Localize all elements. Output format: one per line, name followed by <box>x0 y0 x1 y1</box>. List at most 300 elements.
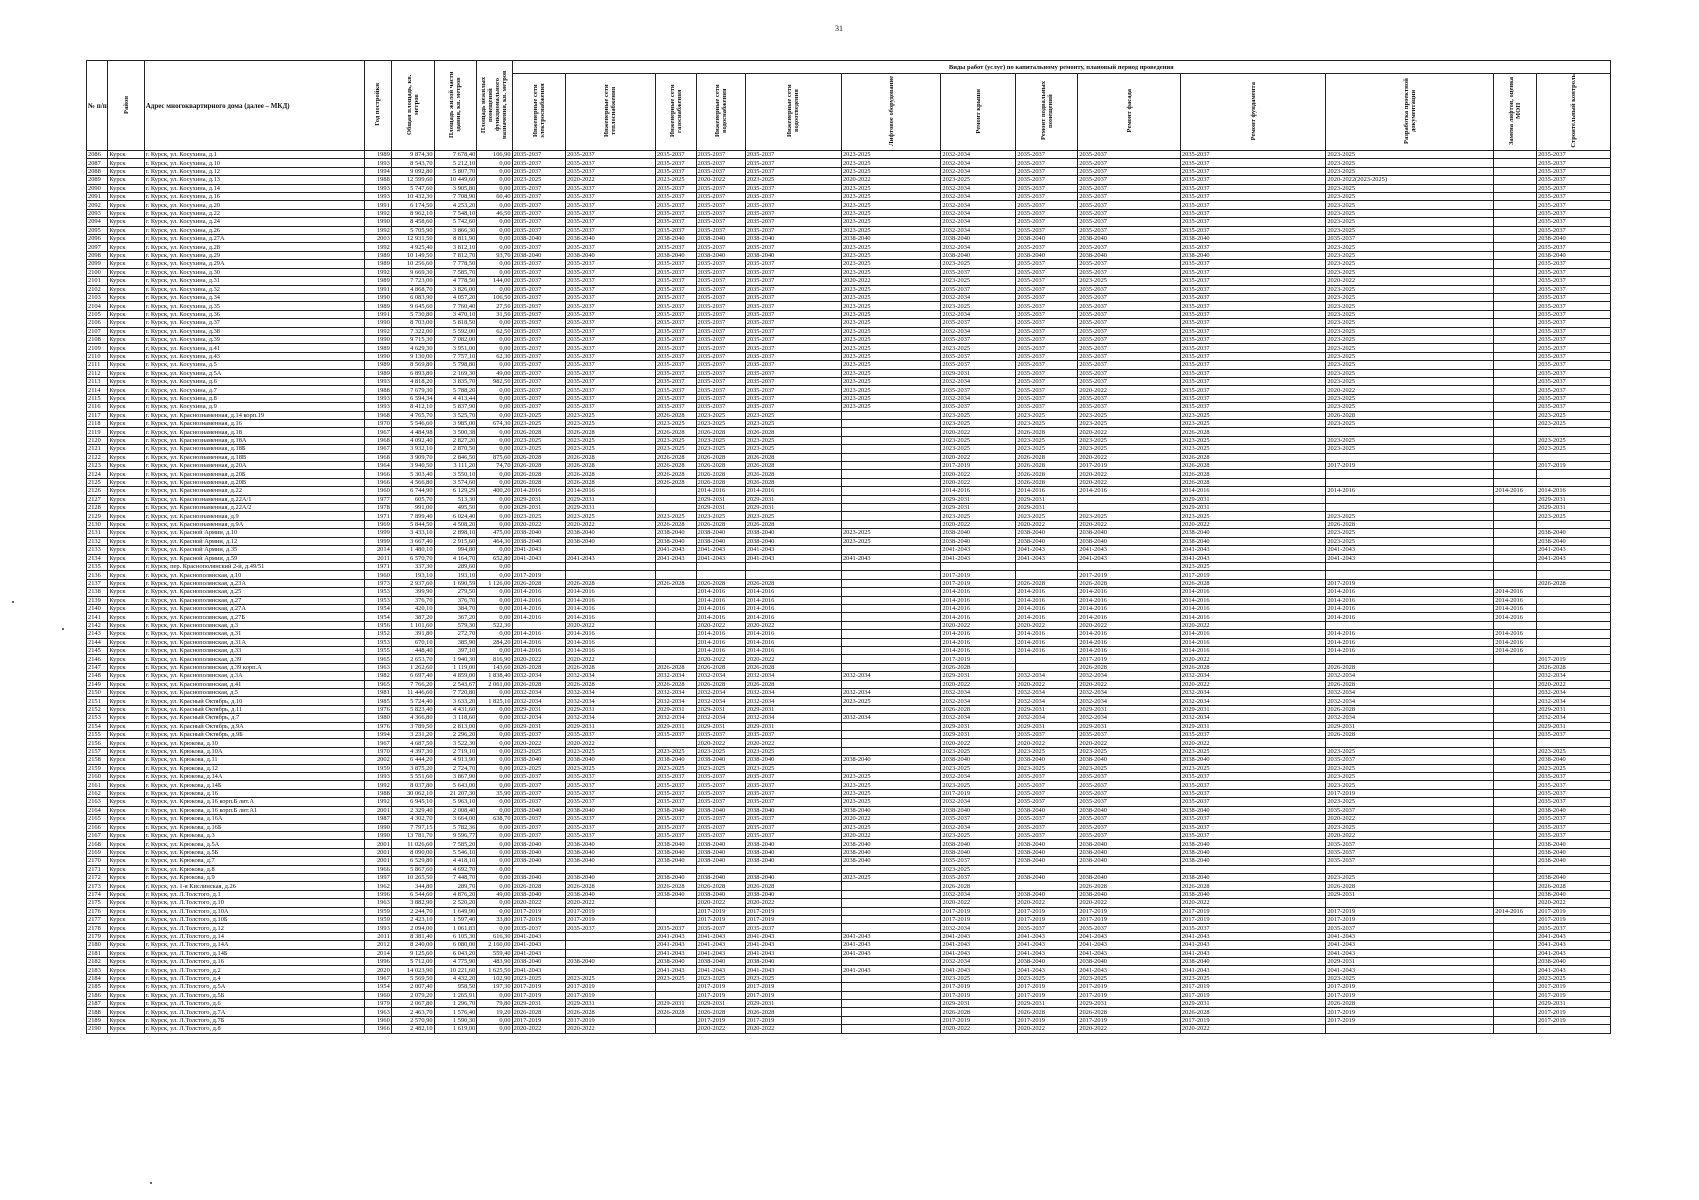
cell-work-period: 2026-2028 <box>1078 1008 1181 1016</box>
cell-work-period <box>1326 562 1494 570</box>
table-row <box>87 562 1611 570</box>
cell-work-period: 2026-2028 <box>696 663 745 671</box>
cell-work-period: 2035-2037 <box>566 167 656 175</box>
cell-work-period: 2041-2043 <box>512 949 565 957</box>
cell-work-period: 2035-2037 <box>566 394 656 402</box>
cell-living-area: 1 690,59 <box>434 579 477 587</box>
cell-num: 2133 <box>87 546 108 554</box>
cell-total-area: 3 667,40 <box>391 537 434 545</box>
cell-work-period: 2038-2040 <box>1078 251 1181 259</box>
cell-address: г. Курск, ул. Краснознаменная, д.20А <box>144 462 364 470</box>
cell-work-period <box>841 1000 940 1008</box>
cell-work-period: 2035-2037 <box>1180 823 1325 831</box>
header-work-type: Ремонт фундамента <box>1180 74 1325 151</box>
cell-work-period: 2035-2037 <box>655 218 696 226</box>
cell-year: 1993 <box>365 377 392 385</box>
cell-work-period: 2035-2037 <box>1078 924 1181 932</box>
cell-work-period: 2026-2028 <box>696 882 745 890</box>
table-row <box>87 773 1611 781</box>
cell-year: 1970 <box>365 420 392 428</box>
cell-num: 2185 <box>87 983 108 991</box>
table-row <box>87 907 1611 915</box>
cell-living-area: 3 525,70 <box>434 411 477 419</box>
cell-year: 1959 <box>365 764 392 772</box>
cell-district: Курск <box>108 789 144 797</box>
cell-total-area: 3 433,10 <box>391 529 434 537</box>
cell-num: 2091 <box>87 193 108 201</box>
cell-total-area: 5 844,50 <box>391 520 434 528</box>
cell-work-period: 2035-2037 <box>566 831 656 839</box>
cell-work-period: 2023-2025 <box>1326 436 1494 444</box>
cell-work-period: 2035-2037 <box>512 151 565 159</box>
cell-work-period: 2014-2016 <box>1494 646 1537 654</box>
cell-work-period: 2038-2040 <box>566 529 656 537</box>
table-row <box>87 689 1611 697</box>
cell-work-period: 2029-2031 <box>512 722 565 730</box>
cell-work-period: 2017-2019 <box>512 991 565 999</box>
cell-work-period <box>655 495 696 503</box>
cell-work-period: 2032-2034 <box>1180 697 1325 705</box>
cell-num: 2166 <box>87 823 108 831</box>
cell-nonliving-area: 0,00 <box>477 520 512 528</box>
cell-district: Курск <box>108 184 144 192</box>
cell-work-period: 2014-2016 <box>1494 638 1537 646</box>
cell-work-period <box>1494 1025 1537 1033</box>
cell-address: г. Курск, ул. Красный Октябрь, д.9Б <box>144 731 364 739</box>
cell-address: г. Курск, ул. Косухина, д.41 <box>144 344 364 352</box>
cell-address: г. Курск, ул. Крюкова, д.5А <box>144 840 364 848</box>
cell-living-area: 6 105,30 <box>434 932 477 940</box>
cell-address: г. Курск, ул. Красной Армии, д.12 <box>144 537 364 545</box>
cell-year: 1971 <box>365 562 392 570</box>
cell-work-period: 2014-2016 <box>696 646 745 654</box>
cell-living-area: 2 898,10 <box>434 529 477 537</box>
cell-work-period: 2035-2037 <box>1078 268 1181 276</box>
cell-work-period: 2023-2025 <box>1326 310 1494 318</box>
cell-address: г. Курск, ул. Косухина, д.28 <box>144 243 364 251</box>
cell-work-period <box>745 562 841 570</box>
cell-work-period <box>1494 806 1537 814</box>
cell-num: 2103 <box>87 293 108 301</box>
cell-total-area: 2 423,10 <box>391 915 434 923</box>
cell-work-period <box>1326 504 1494 512</box>
cell-work-period <box>1494 798 1537 806</box>
cell-work-period: 2023-2025 <box>512 411 565 419</box>
cell-nonliving-area: 400,20 <box>477 487 512 495</box>
cell-work-period: 2014-2016 <box>1180 630 1325 638</box>
cell-work-period: 2020-2022 <box>1078 1025 1181 1033</box>
cell-work-period: 2032-2034 <box>745 697 841 705</box>
cell-work-period: 2041-2043 <box>696 932 745 940</box>
cell-nonliving-area: 0,00 <box>477 319 512 327</box>
cell-work-period: 2023-2025 <box>841 529 940 537</box>
cell-work-period: 2023-2025 <box>1537 747 1611 755</box>
cell-work-period: 2035-2037 <box>512 823 565 831</box>
cell-work-period: 2038-2040 <box>1180 857 1325 865</box>
cell-work-period: 2035-2037 <box>655 293 696 301</box>
cell-work-period: 2035-2037 <box>512 815 565 823</box>
cell-work-period: 2035-2037 <box>566 151 656 159</box>
cell-work-period: 2023-2025 <box>1016 445 1078 453</box>
cell-work-period: 2029-2031 <box>512 1000 565 1008</box>
cell-living-area: 2 008,40 <box>434 806 477 814</box>
cell-district: Курск <box>108 226 144 234</box>
cell-work-period <box>841 621 940 629</box>
page-number: 31 <box>835 24 843 33</box>
cell-work-period <box>841 1008 940 1016</box>
cell-work-period: 2023-2025 <box>566 764 656 772</box>
cell-address: г. Курск, ул. Краснополянская, д.10 <box>144 571 364 579</box>
cell-work-period: 2035-2037 <box>655 285 696 293</box>
cell-work-period: 2035-2037 <box>1537 394 1611 402</box>
cell-work-period: 2020-2022 <box>1180 739 1325 747</box>
cell-work-period: 2035-2037 <box>1016 226 1078 234</box>
cell-nonliving-area: 0,00 <box>477 394 512 402</box>
cell-work-period: 2035-2037 <box>1078 327 1181 335</box>
cell-work-period: 2020-2022 <box>1078 899 1181 907</box>
cell-year: 1989 <box>365 302 392 310</box>
cell-district: Курск <box>108 403 144 411</box>
table-row <box>87 932 1611 940</box>
cell-work-period: 2020-2022 <box>566 899 656 907</box>
cell-year: 1989 <box>365 344 392 352</box>
cell-work-period: 2038-2040 <box>512 756 565 764</box>
cell-year: 1992 <box>365 243 392 251</box>
cell-work-period: 2026-2028 <box>745 882 841 890</box>
cell-total-area: 6 444,20 <box>391 756 434 764</box>
cell-work-period: 2038-2040 <box>1078 840 1181 848</box>
cell-living-area: 193,10 <box>434 571 477 579</box>
cell-district: Курск <box>108 411 144 419</box>
cell-district: Курск <box>108 344 144 352</box>
cell-total-area: 2 482,10 <box>391 1025 434 1033</box>
cell-work-period: 2035-2037 <box>512 310 565 318</box>
cell-work-period: 2020-2022 <box>1016 1025 1078 1033</box>
cell-work-period: 2041-2043 <box>745 546 841 554</box>
cell-district: Курск <box>108 579 144 587</box>
cell-nonliving-area: 522,30 <box>477 621 512 629</box>
cell-work-period <box>1494 151 1537 159</box>
cell-nonliving-area: 144,00 <box>477 277 512 285</box>
cell-work-period: 2023-2025 <box>1078 277 1181 285</box>
table-row <box>87 428 1611 436</box>
cell-work-period: 2023-2025 <box>841 352 940 360</box>
cell-total-area: 4 566,80 <box>391 478 434 486</box>
table-row <box>87 151 1611 159</box>
cell-work-period: 2023-2025 <box>841 823 940 831</box>
cell-work-period <box>1494 823 1537 831</box>
cell-work-period: 2023-2025 <box>1326 798 1494 806</box>
cell-work-period: 2029-2031 <box>941 672 1016 680</box>
cell-living-area: 5 643,00 <box>434 781 477 789</box>
cell-work-period: 2041-2043 <box>696 546 745 554</box>
cell-work-period: 2035-2037 <box>1016 798 1078 806</box>
cell-total-area: 5 724,40 <box>391 697 434 705</box>
cell-work-period: 2035-2037 <box>745 924 841 932</box>
cell-work-period: 2041-2043 <box>1078 546 1181 554</box>
cell-work-period <box>1494 958 1537 966</box>
cell-work-period: 2035-2037 <box>1016 344 1078 352</box>
cell-nonliving-area: 0,00 <box>477 840 512 848</box>
cell-district: Курск <box>108 907 144 915</box>
cell-work-period: 2038-2040 <box>566 806 656 814</box>
cell-district: Курск <box>108 731 144 739</box>
cell-work-period: 2014-2016 <box>512 638 565 646</box>
cell-year: 2001 <box>365 857 392 865</box>
cell-num: 2182 <box>87 958 108 966</box>
cell-year: 1991 <box>365 201 392 209</box>
cell-total-area: 6 945,10 <box>391 798 434 806</box>
cell-work-period: 2020-2022 <box>1078 386 1181 394</box>
cell-living-area: 3 905,80 <box>434 184 477 192</box>
cell-work-period: 2038-2040 <box>1537 537 1611 545</box>
cell-address: г. Курск, ул. Краснознаменная, д.9А <box>144 520 364 528</box>
cell-work-period: 2014-2016 <box>1180 487 1325 495</box>
cell-nonliving-area: 0,00 <box>477 411 512 419</box>
cell-num: 2171 <box>87 865 108 873</box>
cell-work-period: 2038-2040 <box>1016 857 1078 865</box>
cell-work-period <box>1537 470 1611 478</box>
cell-work-period: 2026-2028 <box>941 663 1016 671</box>
cell-work-period: 2014-2016 <box>1016 638 1078 646</box>
cell-work-period: 2020-2022 <box>512 739 565 747</box>
cell-num: 2147 <box>87 663 108 671</box>
cell-district: Курск <box>108 453 144 461</box>
cell-work-period: 2029-2031 <box>1326 958 1494 966</box>
scan-dot <box>150 1182 152 1184</box>
cell-work-period: 2035-2037 <box>1537 151 1611 159</box>
cell-work-period: 2026-2028 <box>512 453 565 461</box>
cell-work-period: 2017-2019 <box>941 462 1016 470</box>
cell-work-period <box>1494 722 1537 730</box>
cell-work-period: 2035-2037 <box>1326 924 1494 932</box>
cell-work-period: 2035-2037 <box>1078 823 1181 831</box>
cell-work-period: 2026-2028 <box>1180 470 1325 478</box>
cell-work-period: 2035-2037 <box>655 243 696 251</box>
cell-work-period <box>1537 478 1611 486</box>
cell-work-period: 2029-2031 <box>1078 722 1181 730</box>
cell-num: 2139 <box>87 596 108 604</box>
cell-num: 2160 <box>87 773 108 781</box>
cell-work-period: 2035-2037 <box>655 831 696 839</box>
cell-district: Курск <box>108 949 144 957</box>
cell-work-period: 2023-2025 <box>1326 773 1494 781</box>
cell-nonliving-area: 816,90 <box>477 655 512 663</box>
table-row <box>87 260 1611 268</box>
cell-work-period: 2035-2037 <box>1078 352 1181 360</box>
cell-work-period: 2035-2037 <box>1016 327 1078 335</box>
table-row <box>87 857 1611 865</box>
cell-living-area: 2 520,20 <box>434 899 477 907</box>
cell-address: г. Курск, ул. Косухина, д.26 <box>144 226 364 234</box>
cell-work-period: 2029-2031 <box>655 705 696 713</box>
cell-year: 2011 <box>365 554 392 562</box>
cell-work-period: 2032-2034 <box>696 672 745 680</box>
cell-work-period: 2035-2037 <box>1326 756 1494 764</box>
cell-year: 1980 <box>365 714 392 722</box>
cell-work-period: 2023-2025 <box>1326 243 1494 251</box>
cell-work-period: 2017-2019 <box>1326 907 1494 915</box>
table-row <box>87 201 1611 209</box>
cell-work-period: 2023-2025 <box>745 445 841 453</box>
cell-work-period: 2038-2040 <box>566 857 656 865</box>
cell-work-period: 2017-2019 <box>1537 655 1611 663</box>
cell-work-period: 2029-2031 <box>941 1000 1016 1008</box>
cell-work-period: 2035-2037 <box>1537 831 1611 839</box>
cell-district: Курск <box>108 823 144 831</box>
cell-district: Курск <box>108 167 144 175</box>
cell-work-period: 2023-2025 <box>1326 335 1494 343</box>
cell-work-period: 2041-2043 <box>1326 949 1494 957</box>
cell-work-period: 2032-2034 <box>841 672 940 680</box>
cell-work-period: 2014-2016 <box>1494 596 1537 604</box>
cell-work-period: 2035-2037 <box>1078 335 1181 343</box>
cell-work-period: 2023-2025 <box>1326 167 1494 175</box>
cell-work-period <box>655 621 696 629</box>
cell-work-period: 2029-2031 <box>1016 1000 1078 1008</box>
cell-living-area: 2 813,00 <box>434 722 477 730</box>
cell-work-period <box>1494 260 1537 268</box>
cell-work-period: 2038-2040 <box>696 848 745 856</box>
cell-work-period: 2038-2040 <box>696 873 745 881</box>
cell-work-period: 2026-2028 <box>1078 882 1181 890</box>
cell-living-area: 579,30 <box>434 621 477 629</box>
cell-work-period <box>566 865 656 873</box>
cell-total-area: 3 231,20 <box>391 731 434 739</box>
cell-work-period <box>841 907 940 915</box>
cell-work-period: 2038-2040 <box>1537 857 1611 865</box>
cell-work-period: 2023-2025 <box>696 420 745 428</box>
cell-total-area: 8 543,70 <box>391 159 434 167</box>
cell-work-period: 2035-2037 <box>1326 848 1494 856</box>
cell-total-area: 5 569,50 <box>391 974 434 982</box>
cell-district: Курск <box>108 655 144 663</box>
cell-work-period: 2029-2031 <box>941 731 1016 739</box>
cell-work-period: 2014-2016 <box>696 604 745 612</box>
cell-work-period: 2017-2019 <box>566 1016 656 1024</box>
cell-work-period: 2017-2019 <box>1326 462 1494 470</box>
cell-address: г. Курск, ул. Краснознаменная, д.18В <box>144 453 364 461</box>
cell-work-period: 2035-2037 <box>1016 815 1078 823</box>
cell-work-period: 2035-2037 <box>745 193 841 201</box>
cell-work-period: 2017-2019 <box>1016 991 1078 999</box>
cell-year: 1977 <box>365 495 392 503</box>
cell-work-period: 2029-2031 <box>745 1000 841 1008</box>
cell-district: Курск <box>108 151 144 159</box>
cell-work-period <box>841 428 940 436</box>
cell-address: г. Курск, ул. Красной Армии, д.35 <box>144 546 364 554</box>
cell-work-period: 2032-2034 <box>941 689 1016 697</box>
cell-work-period: 2038-2040 <box>841 840 940 848</box>
cell-district: Курск <box>108 394 144 402</box>
cell-address: г. Курск, ул. Косухина, д.6 <box>144 377 364 385</box>
cell-total-area: 7 679,30 <box>391 386 434 394</box>
cell-work-period: 2035-2037 <box>696 167 745 175</box>
cell-work-period <box>1326 865 1494 873</box>
cell-living-area: 5 212,10 <box>434 159 477 167</box>
cell-work-period: 2035-2037 <box>696 361 745 369</box>
cell-work-period <box>841 604 940 612</box>
table-row <box>87 369 1611 377</box>
cell-work-period: 2023-2025 <box>655 512 696 520</box>
cell-work-period: 2038-2040 <box>696 537 745 545</box>
cell-work-period: 2017-2019 <box>1016 1016 1078 1024</box>
cell-address: г. Курск, ул. Крюкова, д.16Б <box>144 823 364 831</box>
cell-work-period: 2026-2028 <box>512 470 565 478</box>
cell-work-period: 2041-2043 <box>512 546 565 554</box>
cell-address: г. Курск, ул. Краснознаменная, д.18А <box>144 436 364 444</box>
cell-work-period: 2014-2016 <box>1078 613 1181 621</box>
cell-living-area: 3 866,30 <box>434 226 477 234</box>
cell-work-period <box>1494 890 1537 898</box>
cell-work-period <box>1494 915 1537 923</box>
cell-work-period: 2023-2025 <box>941 436 1016 444</box>
cell-work-period: 2035-2037 <box>1078 781 1181 789</box>
cell-work-period: 2032-2034 <box>941 394 1016 402</box>
cell-work-period: 2026-2028 <box>941 882 1016 890</box>
cell-work-period: 2020-2022 <box>1180 1025 1325 1033</box>
cell-total-area: 4 092,40 <box>391 436 434 444</box>
cell-work-period: 2035-2037 <box>566 798 656 806</box>
cell-num: 2157 <box>87 747 108 755</box>
cell-work-period: 2014-2016 <box>1180 646 1325 654</box>
cell-living-area: 9 596,77 <box>434 831 477 839</box>
cell-district: Курск <box>108 537 144 545</box>
cell-work-period: 2035-2037 <box>1016 260 1078 268</box>
cell-work-period: 2014-2016 <box>566 638 656 646</box>
cell-work-period <box>1494 386 1537 394</box>
cell-living-area: 1 265,91 <box>434 991 477 999</box>
cell-work-period: 2035-2037 <box>1537 798 1611 806</box>
cell-nonliving-area: 0,00 <box>477 731 512 739</box>
cell-num: 2155 <box>87 731 108 739</box>
table-row <box>87 815 1611 823</box>
cell-work-period: 2014-2016 <box>745 630 841 638</box>
cell-nonliving-area: 33,80 <box>477 915 512 923</box>
cell-total-area: 6 174,50 <box>391 201 434 209</box>
cell-work-period: 2035-2037 <box>745 781 841 789</box>
cell-work-period <box>841 562 940 570</box>
cell-address: г. Курск, ул. Косухина, д.34 <box>144 293 364 301</box>
scan-dot <box>12 601 14 603</box>
cell-work-period: 2035-2037 <box>696 243 745 251</box>
cell-work-period: 2014-2016 <box>941 487 1016 495</box>
cell-work-period: 2023-2025 <box>1180 747 1325 755</box>
cell-work-period <box>841 579 940 587</box>
cell-nonliving-area: 0,00 <box>477 705 512 713</box>
cell-nonliving-area: 0,00 <box>477 159 512 167</box>
cell-work-period: 2032-2034 <box>841 714 940 722</box>
cell-work-period: 2023-2025 <box>841 193 940 201</box>
cell-work-period <box>841 613 940 621</box>
cell-num: 2190 <box>87 1025 108 1033</box>
cell-work-period: 2041-2043 <box>1326 941 1494 949</box>
cell-living-area: 5 546,10 <box>434 848 477 856</box>
cell-nonliving-area: 0,00 <box>477 823 512 831</box>
cell-work-period <box>1537 428 1611 436</box>
cell-work-period: 2035-2037 <box>655 209 696 217</box>
cell-work-period <box>655 865 696 873</box>
cell-work-period: 2035-2037 <box>655 159 696 167</box>
cell-work-period: 2023-2025 <box>696 747 745 755</box>
cell-nonliving-area: 0,00 <box>477 428 512 436</box>
cell-living-area: 4 876,20 <box>434 890 477 898</box>
table-row <box>87 1025 1611 1033</box>
cell-work-period <box>841 1016 940 1024</box>
cell-work-period: 2038-2040 <box>1078 857 1181 865</box>
cell-work-period: 2041-2043 <box>1180 554 1325 562</box>
cell-year: 1963 <box>365 1008 392 1016</box>
